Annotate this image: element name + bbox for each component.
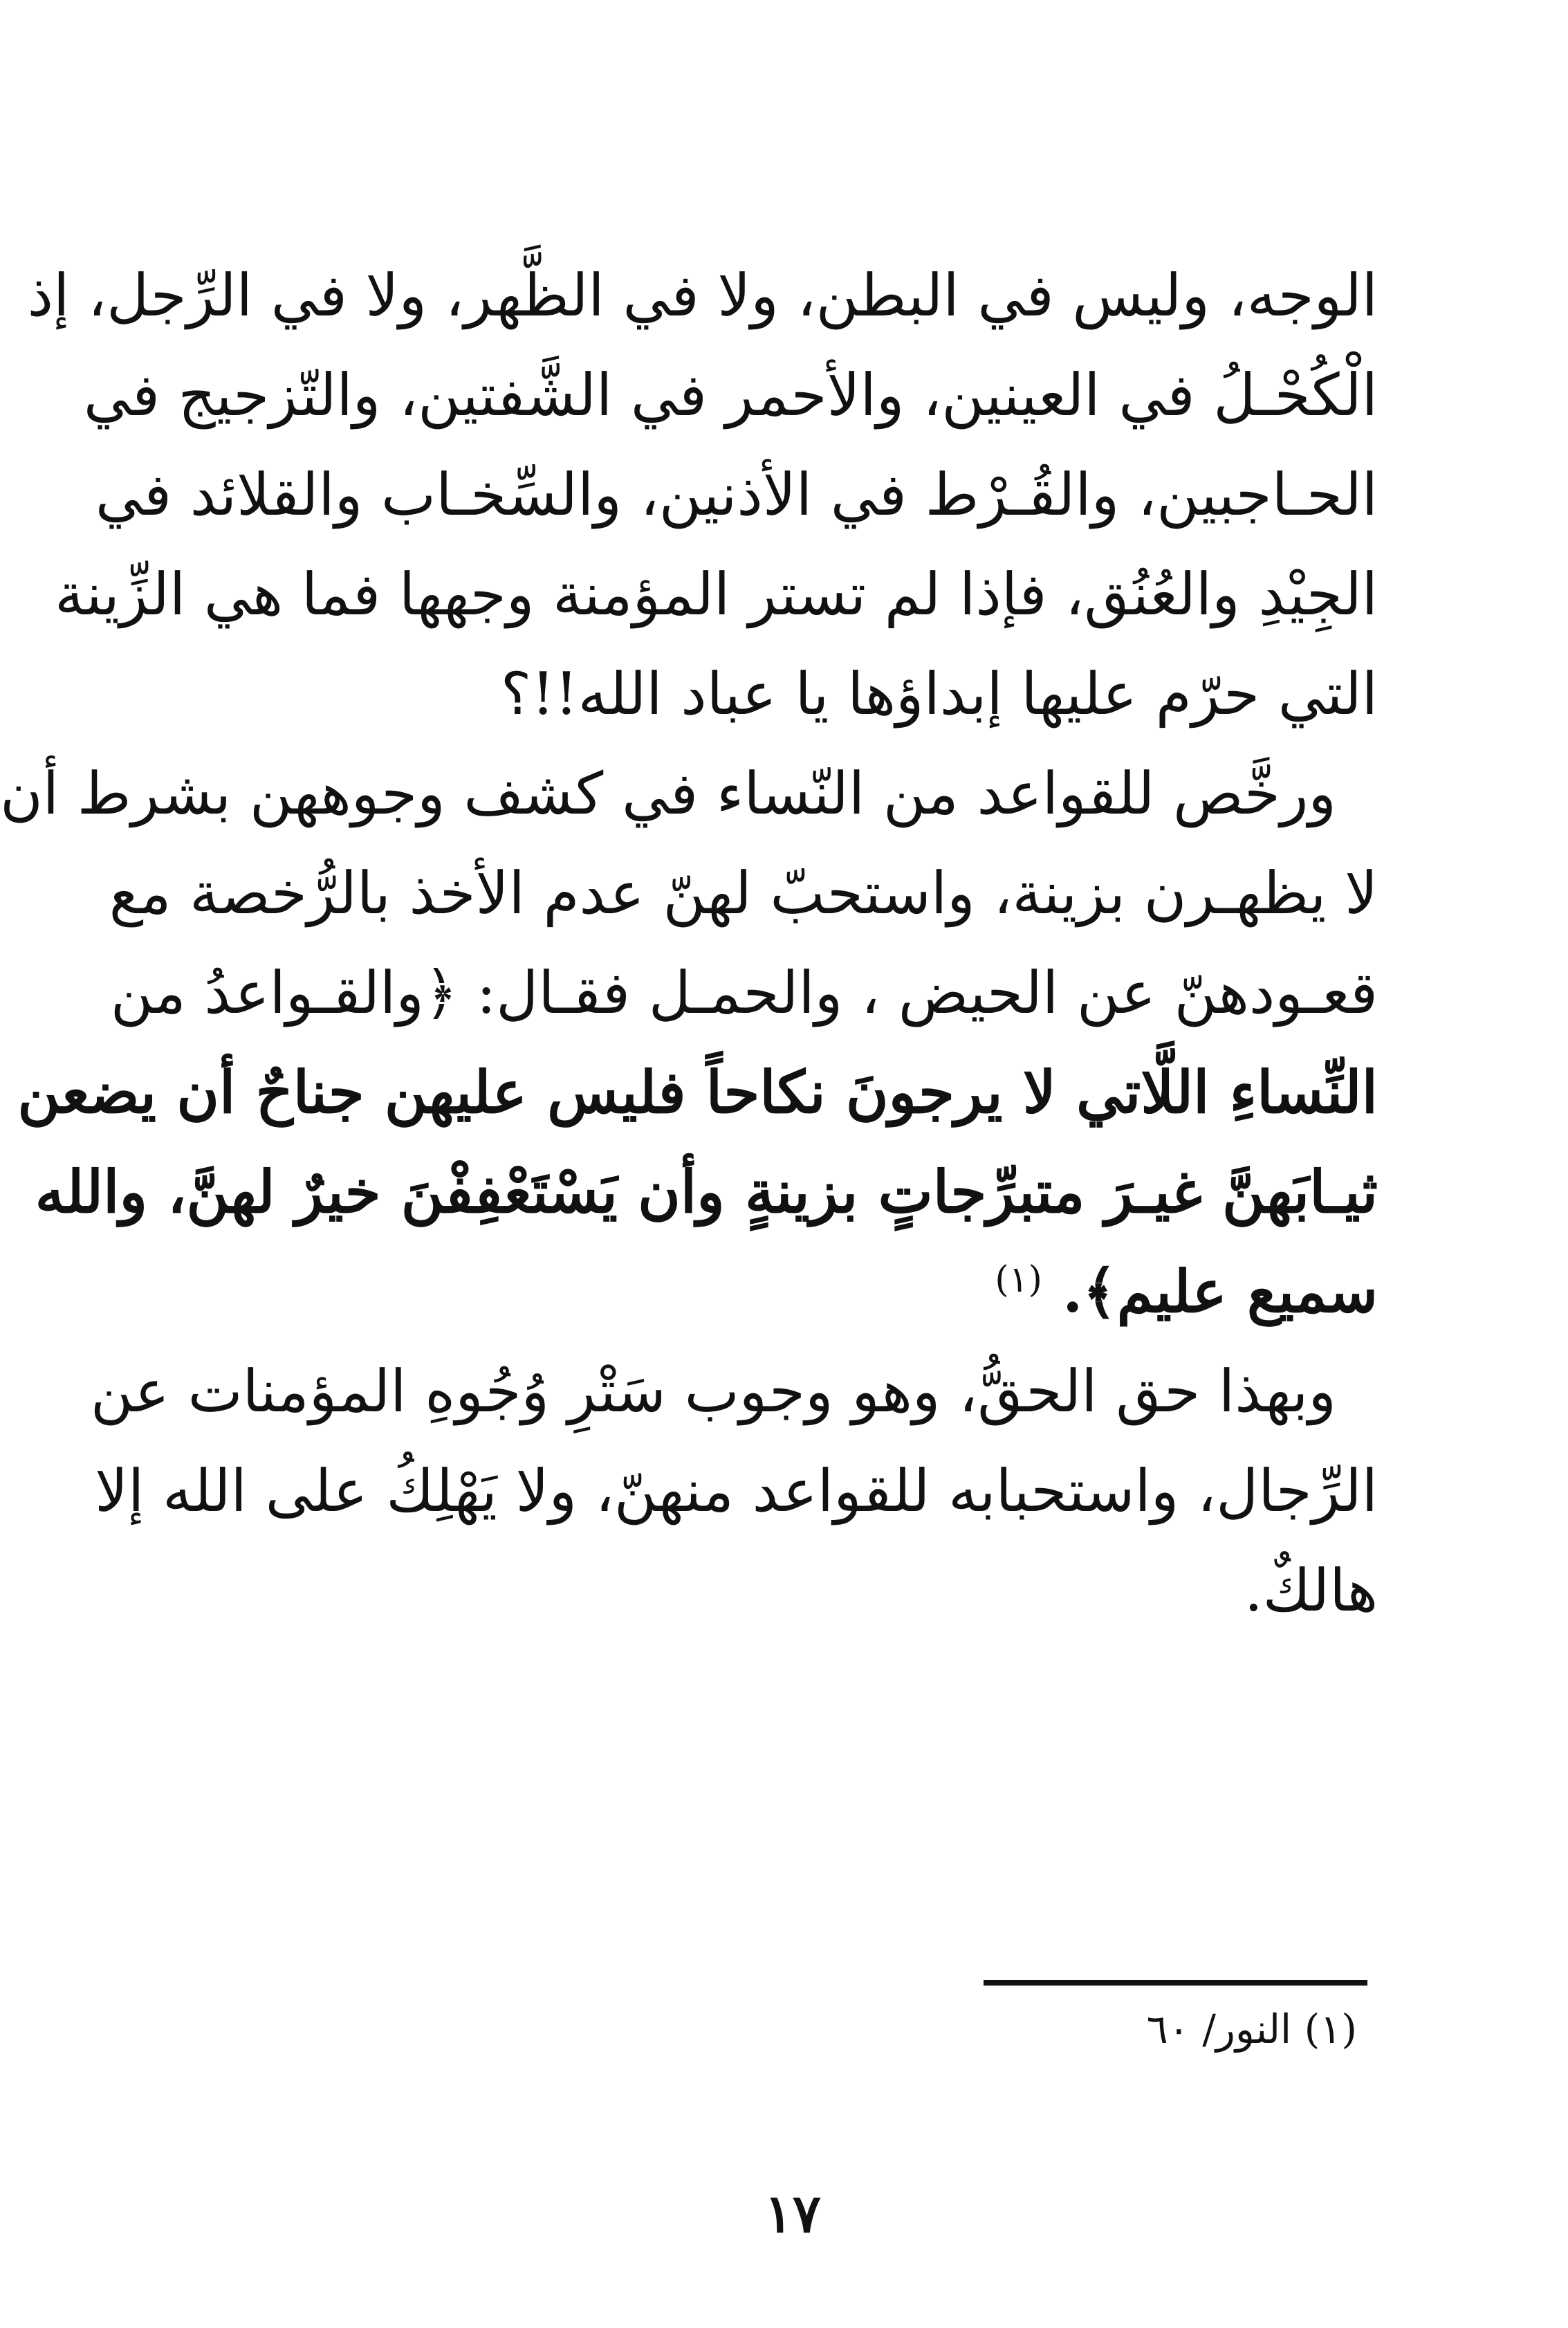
text-line-content: وبهذا حق الحقُّ، وهو وجوب سَتْرِ وُجُوهِ المؤمنات عن [90, 1357, 1336, 1425]
text-line: الحـاجبين، والقُـرْط في الأذنين، والسِّخـاب والقلائد في [95, 461, 1378, 529]
text-line [90, 1341, 1378, 1441]
quran-verse-line: ثيـابَهنَّ غيـرَ متبرِّجاتٍ بزينةٍ وأن يَسْتَعْفِفْنَ خيرٌ لهنَّ، والله [35, 1157, 1378, 1226]
text-line: الْكُحْـلُ في العينين، والأحمر في الشَّفتين، والتّزجيج في [83, 361, 1378, 429]
footnote-text: (١) النور/ ٦٠ [1146, 2006, 1357, 2053]
paragraph-3 [90, 1341, 1378, 1640]
text-line: لا يظهـرن بزينة، واستحبّ لهنّ عدم الأخذ بالرُّخصة مع [109, 859, 1378, 927]
footnote-reference: (١) [995, 1259, 1042, 1301]
text-line: هالكٌ. [1244, 1557, 1378, 1624]
text-line-content: ورخَّص للقواعد من النّساء في كشف وجوههن بشرط أن [0, 760, 1336, 827]
main-text [0, 246, 1378, 1640]
page-number: ١٧ [764, 2183, 821, 2244]
text-line: قعـودهنّ عن الحيض ، والحمـل فقـال: ﴿والقـواعدُ من [110, 959, 1378, 1027]
footnote-divider [984, 1980, 1367, 1986]
quran-verse-line [192, 1242, 1378, 1341]
text-line: الرِّجال، واستحبابه للقواعد منهنّ، ولا يَهْلِكُ على الله إلا [95, 1457, 1378, 1525]
text-line: الجِيْدِ والعُنُق، فإذا لم تستر المؤمنة وجهها فما هي الزِّينة [55, 560, 1378, 628]
quran-verse-end: سميع عليم﴾. [1062, 1257, 1378, 1326]
text-line [0, 744, 1378, 843]
quran-verse-line: النِّساءِ اللَّاتي لا يرجونَ نكاحاً فليس عليهن جناحٌ أن يضعن [17, 1058, 1378, 1126]
paragraph-2 [0, 744, 1378, 1341]
paragraph-1 [27, 246, 1378, 744]
text-line: الوجه، وليس في البطن، ولا في الظَّهر، ولا في الرِّجل، إذ [27, 262, 1378, 329]
text-line: التي حرّم عليها إبداؤها يا عباد الله!!؟ [500, 660, 1378, 728]
